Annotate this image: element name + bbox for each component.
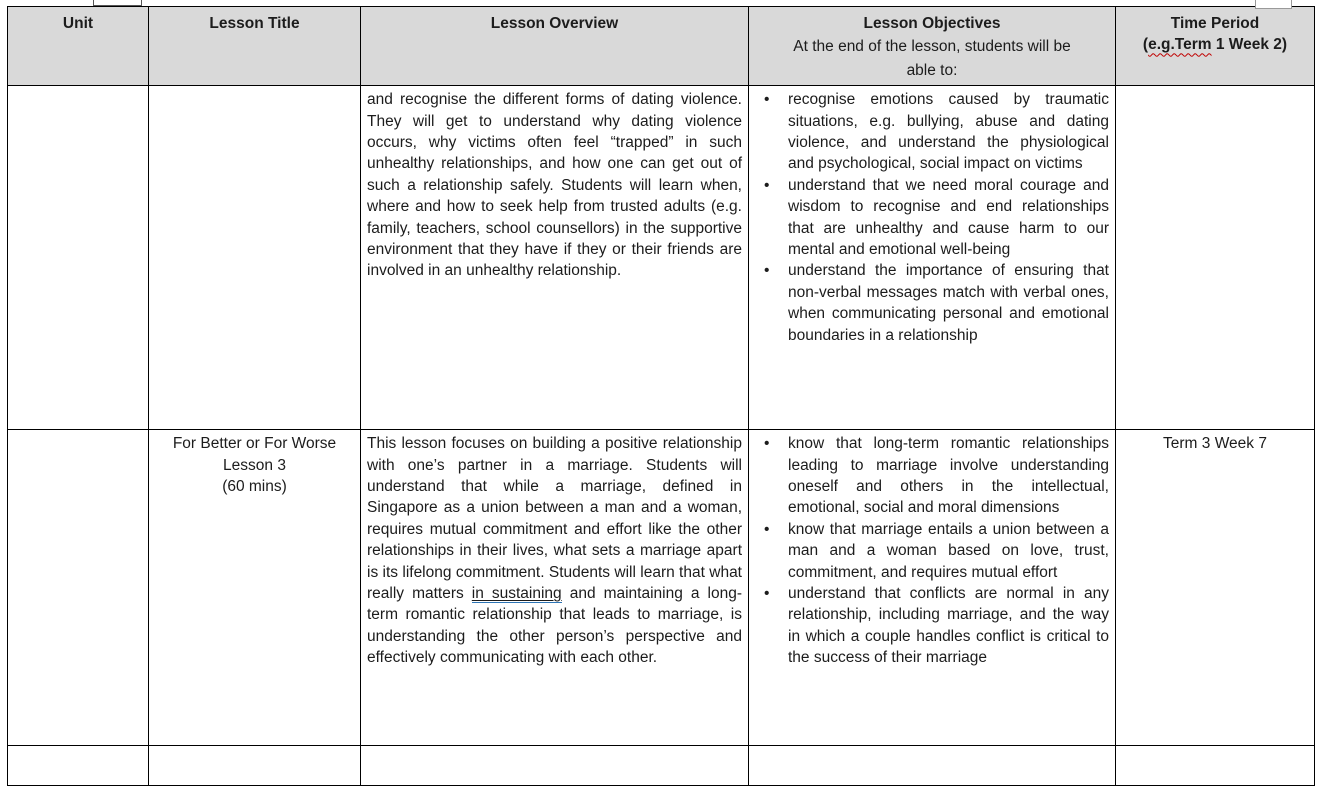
time-period-cell[interactable] <box>1116 86 1315 430</box>
column-title-lesson-objectives: Lesson Objectives <box>863 15 1001 32</box>
time-period-cell[interactable] <box>1116 430 1315 746</box>
time-period-example-flagged-text: e.g.Term <box>1148 36 1212 54</box>
overview-paragraph <box>367 433 742 668</box>
objective-text: know that marriage entails a union between a man and a woman based on love, trust, commitment, and requires mutual effort <box>788 520 1109 581</box>
lesson-title-line: (60 mins) <box>222 478 287 496</box>
bullet-icon: • <box>764 91 770 109</box>
objectives-subtitle-line2: able to: <box>906 61 958 79</box>
column-title-time-period: Time Period <box>1170 15 1260 32</box>
lesson-title-cell[interactable] <box>149 430 361 746</box>
lesson-overview-cell[interactable] <box>361 746 749 786</box>
header-cell-lesson-title[interactable] <box>149 7 361 86</box>
bullet-icon: • <box>764 176 770 194</box>
objective-item <box>755 260 1109 346</box>
objective-item <box>755 175 1109 261</box>
bullet-icon: • <box>764 585 770 603</box>
header-cell-unit[interactable] <box>8 7 149 86</box>
objectives-list <box>755 89 1109 346</box>
objective-item <box>755 433 1109 519</box>
lesson-overview-cell[interactable] <box>361 430 749 746</box>
bullet-icon: • <box>764 262 770 280</box>
bullet-icon: • <box>764 435 770 453</box>
lesson-title-line: Lesson 3 <box>223 456 286 474</box>
lesson-title-line: For Better or For Worse <box>172 435 337 453</box>
objective-text: understand that conflicts are normal in any relationship, including marriage, and the way in which a couple handles conflict is critical to the success of their marriage <box>788 585 1109 667</box>
objective-item <box>755 583 1109 669</box>
header-cell-lesson-objectives[interactable] <box>749 7 1116 86</box>
objective-text: understand the importance of ensuring that non-verbal messages match with verbal ones, when communicating personal and emotional boundaries in a relationship <box>788 262 1109 344</box>
lesson-objectives-cell[interactable] <box>749 430 1116 746</box>
time-period-example <box>1122 34 1308 55</box>
lesson-objectives-cell[interactable] <box>749 746 1116 786</box>
header-row <box>8 7 1315 86</box>
time-period-cell[interactable] <box>1116 746 1315 786</box>
objectives-list <box>755 433 1109 668</box>
lesson-title-cell[interactable] <box>149 86 361 430</box>
unit-cell[interactable] <box>8 746 149 786</box>
objectives-subtitle-line1: At the end of the lesson, students will be <box>793 38 1071 56</box>
column-title-lesson-overview: Lesson Overview <box>490 15 619 32</box>
time-period-value: Term 3 Week 7 <box>1163 435 1267 453</box>
header-cell-lesson-overview[interactable] <box>361 7 749 86</box>
clipped-artifact-top-right <box>1255 0 1292 9</box>
overview-paragraph: and recognise the different forms of dating violence. They will get to understand why dating violence occurs, why victims often feel “trapped” in such unhealthy relationships, and how one can get out of such a relationship safely. Students will learn when, where and how to seek help from trusted adults (e.g. family, teachers, school counsellors) in the supportive environment that they have if they or their friends are involved in an unhealthy relationship. <box>367 91 742 280</box>
lesson-row-dating-violence <box>8 86 1315 430</box>
header-cell-time-period[interactable] <box>1116 7 1315 86</box>
clipped-artifact-top-left <box>93 0 142 6</box>
time-period-example-open: ( <box>1142 36 1149 54</box>
objective-text: understand that we need moral courage and wisdom to recognise and end relationships that are unhealthy and cause harm to our mental and emotional well-being <box>788 176 1109 259</box>
bullet-icon: • <box>764 520 770 538</box>
objective-item <box>755 519 1109 583</box>
lesson-overview-cell[interactable] <box>361 86 749 430</box>
objective-item <box>755 89 1109 175</box>
lesson-row-for-better-or-for-worse <box>8 430 1315 746</box>
lesson-objectives-cell[interactable] <box>749 86 1116 430</box>
column-title-unit: Unit <box>62 15 94 32</box>
column-title-lesson-title: Lesson Title <box>209 15 300 32</box>
objective-text: recognise emotions caused by traumatic situations, e.g. bullying, abuse and dating violence, and understand the physiological and psychological, social impact on victims <box>788 91 1109 173</box>
overview-text-after: and maintaining a long-term romantic relationship that leads to marriage, is understanding the other person’s perspective and effectively communicating with each other. <box>367 585 742 667</box>
lesson-title-cell[interactable] <box>149 746 361 786</box>
overview-text-before: This lesson focuses on building a positive relationship with one’s partner in a marriage. Students will understand that while a marriage, defined in Singapore as a union between a man and a woman, requires mutual commitment and effort like the other relationships in their lives, what sets a marriage apart is its lifelong commitment. Students will learn that what really matters <box>367 435 742 603</box>
lesson-plan-table <box>7 6 1315 786</box>
objective-text: know that long-term romantic relationships leading to marriage involve understanding oneself and others in the intellectual, emotional, social and moral dimensions <box>788 435 1109 517</box>
time-period-example-rest: 1 Week 2) <box>1211 36 1288 54</box>
overview-grammar-flagged-text: in sustaining <box>471 585 562 603</box>
unit-cell[interactable] <box>8 430 149 746</box>
unit-cell[interactable] <box>8 86 149 430</box>
next-row-stub <box>8 746 1315 786</box>
